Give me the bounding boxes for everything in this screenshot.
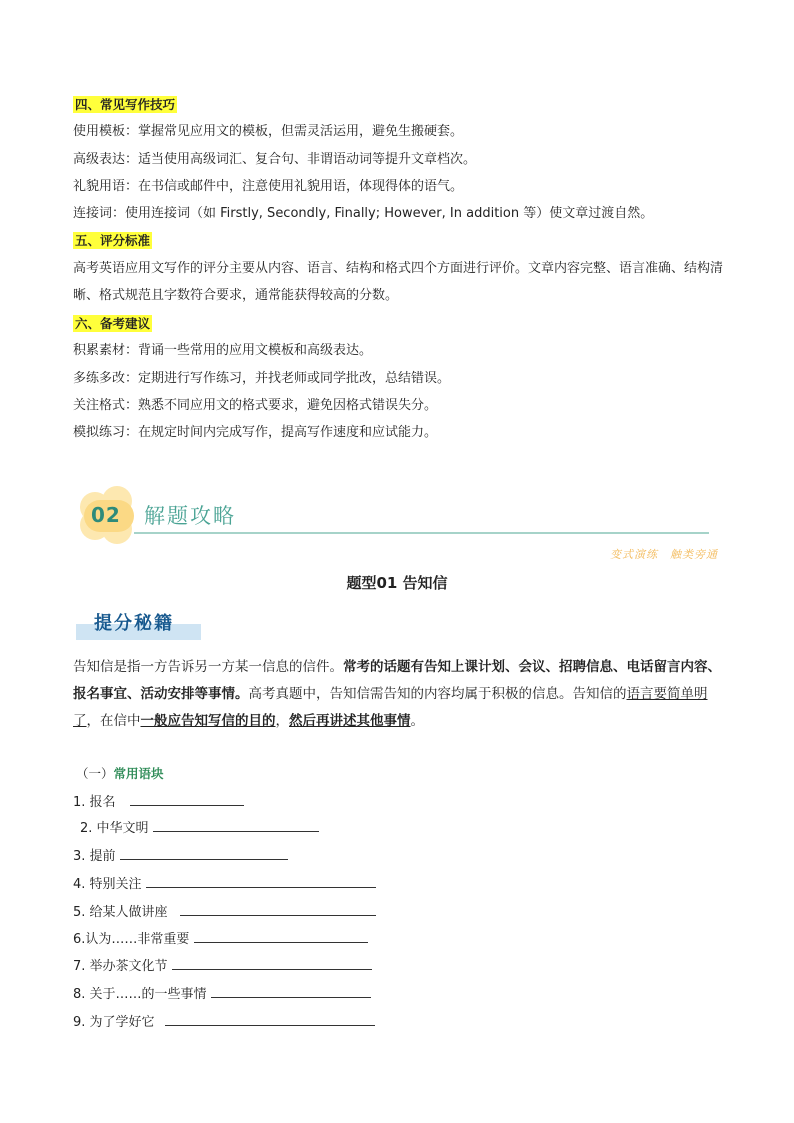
section5-heading-row [73,232,152,251]
section6-line-2: 多练多改：定期进行写作练习，并找老师或同学批改，总结错误。 [73,371,451,386]
phrase-label: 4. 特别关注 [73,877,142,892]
intro-paragraph [73,654,733,735]
phrase-label: 5. 给某人做讲座 [73,905,168,920]
section6-heading-row [73,315,152,334]
intro-text-1: 告知信是指一方告诉另一方某一信息的信件。 [73,659,343,675]
section5-heading: 五、评分标准 [75,233,151,248]
section4-line-1: 使用模板：掌握常见应用文的模板，但需灵活运用，避免生搬硬套。 [73,124,464,139]
answer-blank[interactable] [130,791,244,806]
answer-blank[interactable] [120,845,288,860]
phrase-item-1 [73,791,244,812]
banner-divider [134,532,709,534]
phrase-item-8 [73,983,371,1004]
answer-blank[interactable] [211,983,371,998]
answer-blank[interactable] [172,955,372,970]
intro-purpose-note: 一般应告知写信的目的 [140,713,276,729]
answer-blank[interactable] [194,928,368,943]
intro-topics: 常考的话题有告知上课计划、会议、招聘信息、电话留言内容、报名事宜、活动安排等事情。 [73,659,721,702]
section4-line-4: 连接词：使用连接词（如 Firstly, Secondly, Finally; However, In addition 等）使文章过渡自然。 [73,206,654,221]
banner-title: 解题攻略 [144,504,236,528]
phrase-item-3 [73,845,288,866]
section6-line-3: 关注格式：熟悉不同应用文的格式要求，避免因格式错误失分。 [73,398,438,413]
phrase-label: 2. 中华文明 [80,821,149,836]
phrase-item-2 [80,817,319,838]
phrase-label: 6.认为……非常重要 [73,932,190,947]
intro-text-2: 高考真题中，告知信需告知的内容均属于积极的信息。告知信的 [248,686,627,702]
section-banner [78,486,718,561]
phrases-heading-prefix: （一） [76,766,114,781]
intro-other-note: 然后再讲述其他事情 [289,713,411,729]
answer-blank[interactable] [153,817,319,832]
section4-line-2: 高级表达：适当使用高级词汇、复合句、非谓语动词等提升文章档次。 [73,152,477,167]
section4-line-3: 礼貌用语：在书信或邮件中，注意使用礼貌用语，体现得体的语气。 [73,179,464,194]
phrase-label: 9. 为了学好它 [73,1015,155,1030]
tip-label: 提分秘籍 [94,613,174,634]
question-title: 题型01 告知信 [346,574,448,592]
intro-language-note: 语言要简单明了 [73,686,708,729]
phrases-heading-text: 常用语块 [113,766,164,781]
banner-number: 02 [91,503,121,527]
intro-text-5: 。 [410,713,424,729]
banner-tagline: 变式演练 触类旁通 [610,548,718,561]
intro-text-3: ，在信中 [86,713,141,729]
phrase-label: 7. 举办茶文化节 [73,959,168,974]
section6-line-1: 积累素材：背诵一些常用的应用文模板和高级表达。 [73,343,373,358]
intro-text-4: ， [275,713,289,729]
phrase-item-9 [73,1011,375,1032]
answer-blank[interactable] [180,901,376,916]
phrase-item-6 [73,928,368,949]
phrases-heading [76,764,164,782]
phrase-label: 8. 关于……的一些事情 [73,987,207,1002]
section6-heading: 六、备考建议 [75,316,151,331]
answer-blank[interactable] [165,1011,375,1026]
section4-heading: 四、常见写作技巧 [75,97,176,112]
phrase-item-5 [73,901,376,922]
answer-blank[interactable] [146,873,376,888]
section6-line-4: 模拟练习：在规定时间内完成写作，提高写作速度和应试能力。 [73,425,438,440]
section4-heading-row [73,96,177,115]
tip-label-box [76,606,201,642]
phrase-item-7 [73,955,372,976]
phrase-item-4 [73,873,376,894]
phrase-label: 1. 报名 [73,795,116,810]
phrase-label: 3. 提前 [73,849,116,864]
section5-text: 高考英语应用文写作的评分主要从内容、语言、结构和格式四个方面进行评价。文章内容完整、语言准确、结构清晰、格式规范且字数符合要求，通常能获得较高的分数。 [73,261,724,303]
